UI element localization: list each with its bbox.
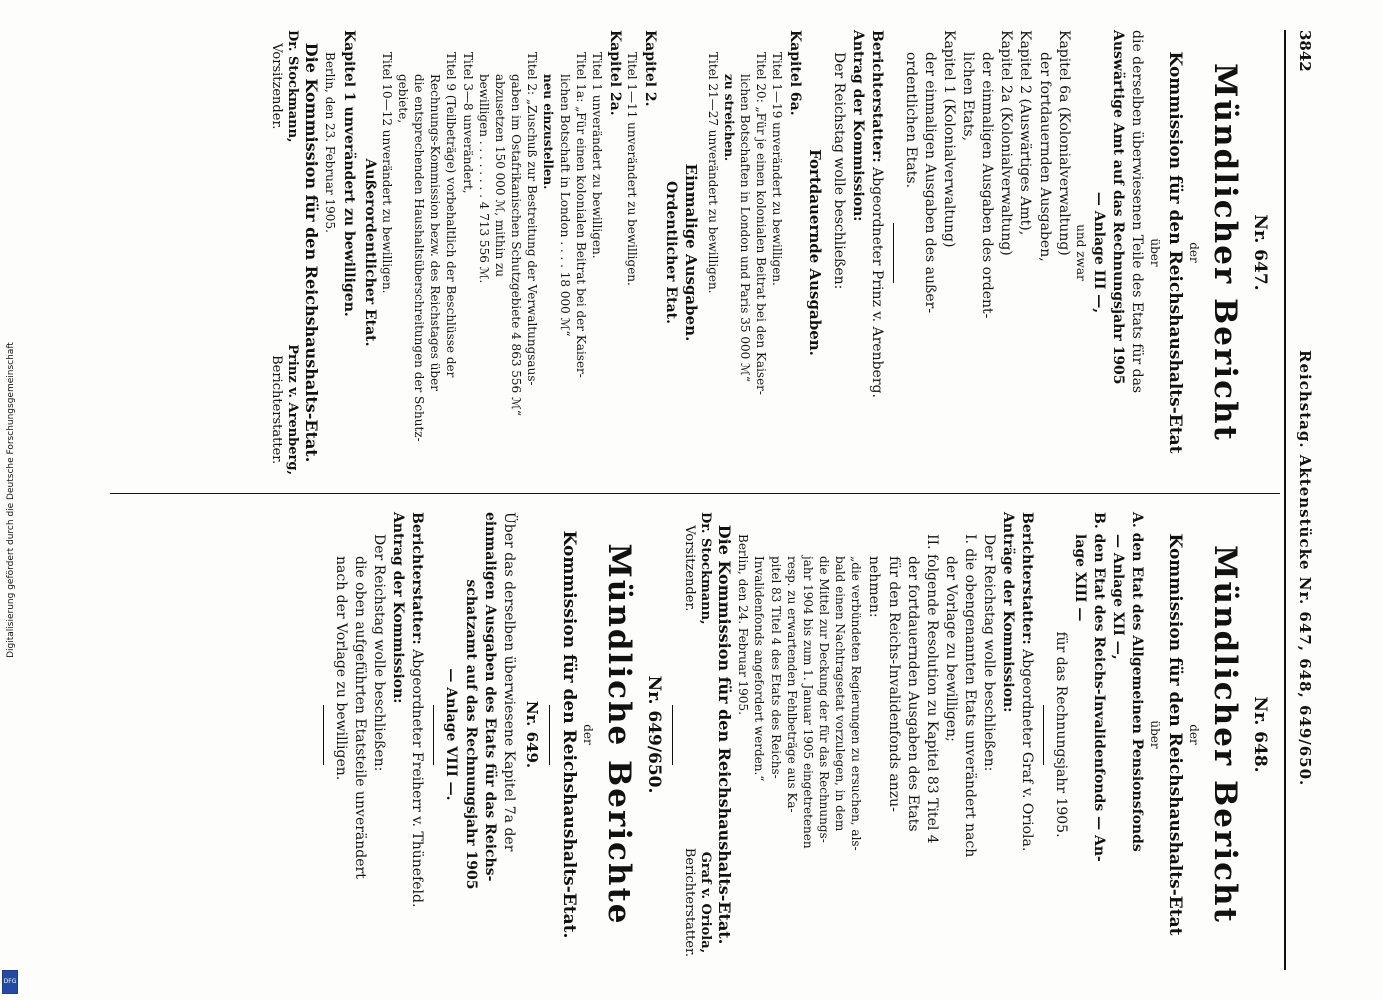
kapitel-line: der fortdauernden Ausgaben, [1036,52,1053,262]
divider [323,705,324,765]
titel-line: Titel 21—27 unverändert zu bewilligen. [705,52,720,294]
kapitel-line: lichen Etats, [960,52,977,142]
titel-line: gaben im Ostafrikanischen Schutzgebiete 4 863 556 ℳ“ [509,74,524,416]
intro-line: — Anlage III —, [1091,191,1108,314]
titel-line: Titel 1—11 unverändert zu bewilligen. [625,52,640,286]
divider [433,705,434,765]
commission-name: Kommission für den Reichshaushalts-Etat [1164,51,1185,454]
intro-line: die derselben überwiesenen Teile des Etats für das [1129,30,1146,394]
commission-name: Kommission für den Reichshaushalts-Etat. [558,530,579,939]
closing-line: Die Kommission für den Reichshaushalts-Etat. [715,524,735,945]
report-title: Mündlicher Bericht [1207,545,1244,924]
titel-line: Rechnungs-Kommission bezw. des Reichstages über [428,74,443,391]
antrag-label: Antrag der Kommission: [390,512,407,704]
credit-text: Digitalisierung gefördert durch die Deutsche Forschungsgemeinschaft [6,342,16,658]
titel-line: abzusetzen 150 000 ℳ, mithin zu [492,74,507,278]
titel-line: die entsprechenden Haushaltsüberschreitungen der Schutz- [412,74,427,442]
berichterstatter-name: Abgeordneter Graf v. Oriola. [1019,649,1036,852]
berichterstatter-name: Abgeordneter Prinz v. Arenberg. [868,167,885,398]
column-divider [110,493,1280,494]
chair-name: Dr. Stockmann, [284,30,300,143]
titel-line: neu einzustellen. [541,74,556,190]
antrag-text: Der Reichstag wolle beschließen: [830,52,847,290]
titel-line: Titel 1—19 unverändert zu bewilligen. [770,52,785,286]
kapitel-label: Kapitel 6a. [787,30,804,116]
divider [1043,705,1044,765]
reporter-name: Graf v. Oriola, [697,851,713,954]
section-heading: Fortdauernde Ausgaben. [805,149,824,356]
titel-line: Titel 3—8 unverändert, [460,52,475,194]
resolution-line: pitel 83 Titel 4 des Etats des Reichs- [768,556,783,779]
kapitel-line: Kapitel 1 unverändert zu bewilligen. [340,30,357,317]
section-heading: Einmalige Ausgaben. [681,163,700,342]
report-title: Mündliche Berichte [601,543,638,926]
der-label: der [581,724,596,745]
berichterstatter-name: Abgeordneter Freiherr v. Thünefeld. [409,649,426,908]
resolution-line: jahr 1904 bis zum 1. Januar 1905 eingetretenen [800,556,815,849]
report-title: Mündlicher Bericht [1207,63,1244,442]
antraege-label: Anträge der Kommission: [1000,512,1016,713]
fiscal-year-line: für das Rechnungsjahr 1905. [1053,631,1070,838]
report-number-649: Nr. 649. [522,700,541,769]
chair-name: Dr. Stockmann, [697,512,713,625]
titel-line: zu streichen. [721,74,736,162]
ueber-label: über [1148,720,1163,749]
dfg-logo: DFG [2,970,18,994]
item-i-line: der Vorlage zu bewilligen; [942,556,959,742]
signature-chair [681,512,713,625]
signature-reporter [681,848,713,957]
resolution-line: Invalidenfonds angefordert werden.“ [752,556,767,782]
kapitel-line: der einmaligen Ausgaben des ordent- [979,52,996,319]
item-ii-line: der fortdauernden Ausgaben des Etats [904,556,921,832]
ueber-line: — Anlage VIII —. [443,668,460,801]
berichterstatter-label: Berichterstatter: [868,30,885,163]
titel-line: Titel 1a: „Für einen kolonialen Beitrat bei der Kaiser- [573,52,588,378]
sub-heading: Außerordentlicher Etat. [361,158,378,347]
kapitel-line: Kapitel 2 (Auswärtiges Amt), [1017,30,1034,236]
antrag-line: die oben aufgeführten Etatsteile unverändert [352,556,369,879]
sub-heading: Ordentlicher Etat. [663,181,680,324]
titel-line: Titel 20: „Für je einen kolonialen Beitrat bei den Kaiser- [754,52,769,395]
titel-line: gebiete, [395,74,410,124]
right-column [315,512,1274,957]
titel-line: Titel 2: „Zuschuß zur Bestreitung der Verwaltungsaus- [525,52,540,386]
berichterstatter-label: Berichterstatter: [409,512,426,645]
titel-line: Titel 9 (Teilbeträge) vorbehaltlich der Beschlüsse der [444,52,459,378]
report-number-647: Nr. 647. [1250,214,1270,291]
resolution-line: bald einen Nachtragsetat vorzulegen, in dem [833,556,848,832]
running-head: Reichstag. Aktenstücke Nr. 647, 648, 649/650. [1296,350,1314,787]
titel-line: bewilligen . . . . . . . . 4 713 556 ℳ. [476,74,491,284]
intro-line: Auswärtige Amt auf das Rechnungsjahr 1905 [1110,30,1127,385]
date-line: Berlin, den 23. Februar 1905. [323,52,338,233]
chair-role: Vorsitzender. [681,525,697,612]
ueber-line: Über das derselben überwiesene Kapitel 7a der [500,512,517,852]
ueber-line: schatzamt auf das Rechnungsjahr 1905 [462,579,479,890]
kapitel-line: der einmaligen Ausgaben des außer- [922,52,939,314]
antraege-text: Der Reichstag wolle beschließen: [980,534,997,772]
divider [893,223,894,283]
divider [672,705,673,765]
kapitel-line: Kapitel 2a (Kolonialverwaltung) [998,30,1015,256]
kapitel-label: Kapitel 2. [642,30,659,107]
item-b-line: B. den Etat des Reichs-Invalidenfonds — An- [1091,512,1108,862]
page-number: 3842 [1296,30,1314,72]
ueber-label: über [1148,238,1163,267]
closing-line: Die Kommission für den Reichshaushalts-Etat. [302,42,322,463]
rotated-page-body [100,30,1320,970]
titel-line: lichen Botschaft in London . . . . 18 000 ℳ“ [557,74,572,337]
der-label: der [1187,242,1202,263]
report-number-648: Nr. 648. [1250,696,1270,773]
kapitel-label: Kapitel 2a. [606,30,623,116]
credit-strip [0,0,22,1000]
kapitel-line: Kapitel 1 (Kolonialverwaltung) [941,30,958,248]
item-ii-line: nehmen: [866,556,883,618]
ueber-line: einmaligen Ausgaben des Etats für das Reichs- [481,512,498,882]
item-a-line: A. den Etat des Allgemeinen Pensionsfonds [1129,512,1146,852]
item-ii-line: für den Reichs-Invalidenfonds anzu- [885,556,902,812]
item-i-line: I. die obengenannten Etats unverändert nach [961,534,978,858]
antrag-text: Der Reichstag wolle beschließen: [371,534,388,772]
und-zwar: und zwar [1074,224,1089,281]
resolution-line: resp. zu erwartenden Fehlbeträge aus Ka- [784,556,799,813]
signature-row [681,512,713,957]
titel-line: Titel 10—12 unverändert zu bewilligen. [379,52,394,294]
antrag-line: nach der Vorlage zu bewilligen. [333,556,350,781]
signature-row [268,30,300,475]
item-b-line: lage XIII — [1072,534,1089,622]
resolution-line: „die verbündeten Regierungen zu ersuchen, als- [849,556,864,851]
signature-chair [268,30,300,143]
commission-name: Kommission für den Reichshaushalts-Etat [1164,533,1185,936]
kapitel-line: ordentlichen Etats. [902,52,919,189]
der-label: der [1187,724,1202,745]
antrag-label: Antrag der Kommission: [849,30,866,222]
signature-reporter [268,344,300,475]
left-column [268,30,1274,475]
item-a-line: — Anlage XII —, [1110,534,1127,660]
reporter-role: Berichterstatter. [268,355,284,465]
titel-line: lichen Botschaften in London und Paris 35 000 ℳ“ [737,74,752,383]
report-number-649-650: Nr. 649/650. [643,675,664,794]
page-header [1286,30,1320,970]
date-line: Berlin, den 24. Februar 1905. [736,534,751,715]
reporter-name: Prinz v. Arenberg, [284,344,300,475]
kapitel-line: Kapitel 6a (Kolonialverwaltung) [1055,30,1072,256]
header-rule [1284,30,1286,970]
chair-role: Vorsitzender. [268,43,284,130]
item-ii-line: II. folgende Resolution zu Kapitel 83 Titel 4 [923,534,940,844]
titel-line: Titel 1 unverändert zu bewilligen. [589,52,604,259]
berichterstatter-label: Berichterstatter: [1019,512,1036,645]
divider [549,705,550,765]
resolution-line: die Mittel zur Deckung der für das Rechnungs- [817,556,832,843]
reporter-role: Berichterstatter. [681,847,697,957]
